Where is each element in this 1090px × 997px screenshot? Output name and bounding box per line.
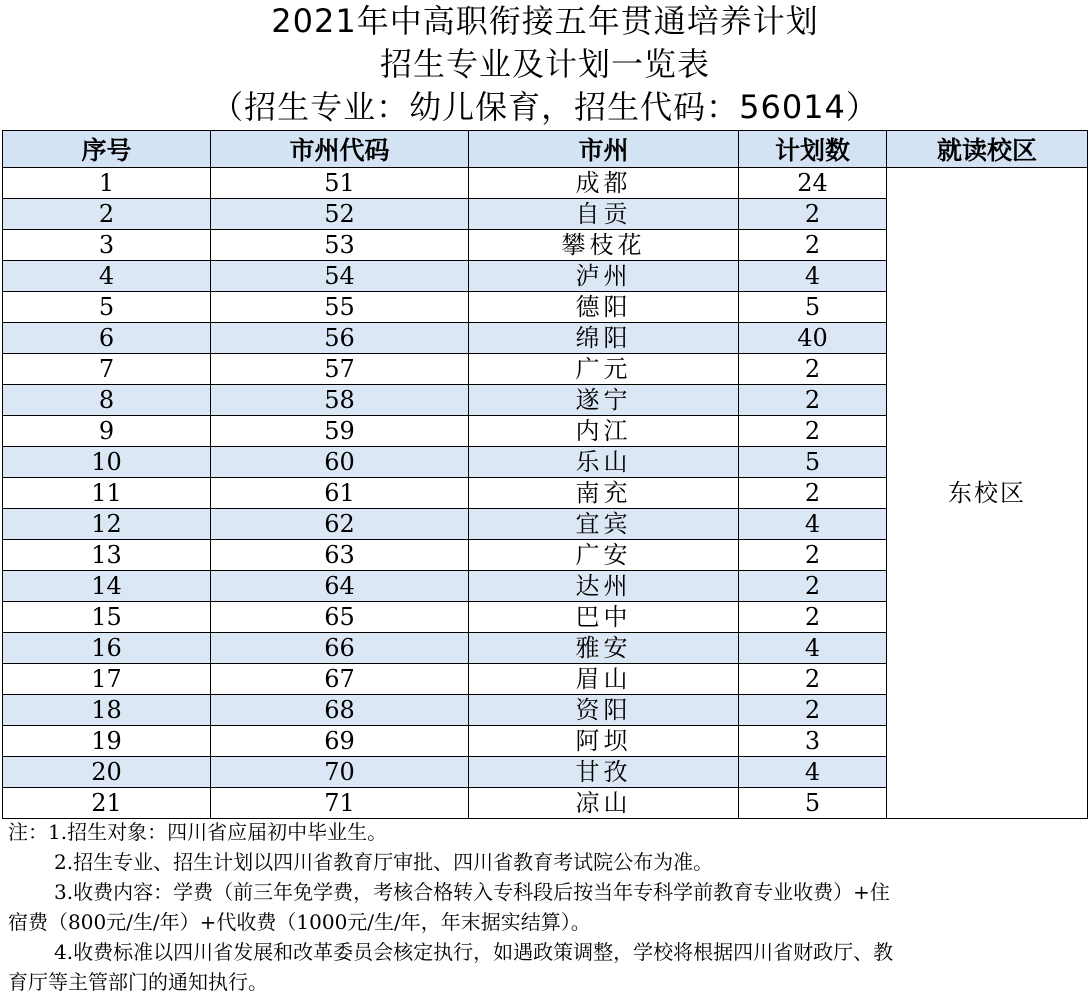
header-serial-number: 序号 <box>3 131 211 168</box>
row-city-name: 广元 <box>469 354 739 385</box>
document-title: 2021年中高职衔接五年贯通培养计划 <box>271 2 819 40</box>
row-serial-number: 17 <box>3 664 211 695</box>
row-city-code: 65 <box>211 602 469 633</box>
notes-section <box>8 817 1084 997</box>
row-city-code: 66 <box>211 633 469 664</box>
row-city-code: 59 <box>211 416 469 447</box>
row-city-code: 60 <box>211 447 469 478</box>
note-2: 2.招生专业、招生计划以四川省教育厅审批、四川省教育考试院公布为准。 <box>54 850 714 874</box>
row-serial-number: 15 <box>3 602 211 633</box>
row-serial-number: 3 <box>3 230 211 261</box>
row-plan-count: 4 <box>739 633 887 664</box>
note-3-line-1: 3.收费内容：学费（前三年免学费，考核合格转入专科段后按当年专科学前教育专业收费）+住 <box>54 880 890 904</box>
row-city-code: 67 <box>211 664 469 695</box>
row-city-code: 63 <box>211 540 469 571</box>
row-city-code: 56 <box>211 323 469 354</box>
row-city-name: 自贡 <box>469 199 739 230</box>
row-city-name: 眉山 <box>469 664 739 695</box>
row-city-name: 达州 <box>469 571 739 602</box>
row-city-code: 70 <box>211 757 469 788</box>
row-city-code: 61 <box>211 478 469 509</box>
campus-cell: 东校区 <box>887 168 1088 819</box>
row-plan-count: 4 <box>739 757 887 788</box>
row-serial-number: 2 <box>3 199 211 230</box>
row-plan-count: 4 <box>739 261 887 292</box>
row-city-name: 阿坝 <box>469 726 739 757</box>
row-serial-number: 18 <box>3 695 211 726</box>
row-city-name: 宜宾 <box>469 509 739 540</box>
row-city-code: 54 <box>211 261 469 292</box>
row-city-code: 51 <box>211 168 469 199</box>
row-serial-number: 4 <box>3 261 211 292</box>
row-serial-number: 11 <box>3 478 211 509</box>
row-plan-count: 2 <box>739 602 887 633</box>
row-plan-count: 2 <box>739 199 887 230</box>
row-serial-number: 13 <box>3 540 211 571</box>
document-subtitle: 招生专业及计划一览表 <box>379 45 710 83</box>
row-plan-count: 2 <box>739 354 887 385</box>
row-plan-count: 2 <box>739 230 887 261</box>
row-city-name: 攀枝花 <box>469 230 739 261</box>
row-city-name: 乐山 <box>469 447 739 478</box>
row-city-code: 64 <box>211 571 469 602</box>
enrollment-plan-table <box>2 130 1088 819</box>
row-plan-count: 2 <box>739 540 887 571</box>
header-city-code: 市州代码 <box>211 131 469 168</box>
row-serial-number: 8 <box>3 385 211 416</box>
row-city-name: 凉山 <box>469 788 739 819</box>
row-city-name: 雅安 <box>469 633 739 664</box>
row-city-name: 成都 <box>469 168 739 199</box>
row-serial-number: 6 <box>3 323 211 354</box>
row-plan-count: 5 <box>739 292 887 323</box>
row-serial-number: 7 <box>3 354 211 385</box>
row-city-code: 52 <box>211 199 469 230</box>
row-plan-count: 2 <box>739 385 887 416</box>
row-serial-number: 10 <box>3 447 211 478</box>
note-1: 注：1.招生对象：四川省应届初中毕业生。 <box>8 820 388 844</box>
row-serial-number: 5 <box>3 292 211 323</box>
major-info: （招生专业：幼儿保育，招生代码：56014） <box>211 88 879 126</box>
row-city-name: 德阳 <box>469 292 739 323</box>
row-plan-count: 2 <box>739 416 887 447</box>
row-plan-count: 2 <box>739 478 887 509</box>
table-header-row <box>3 131 1088 168</box>
row-plan-count: 40 <box>739 323 887 354</box>
row-city-code: 69 <box>211 726 469 757</box>
row-serial-number: 14 <box>3 571 211 602</box>
row-city-name: 甘孜 <box>469 757 739 788</box>
row-serial-number: 9 <box>3 416 211 447</box>
table-row <box>3 168 1088 199</box>
row-serial-number: 12 <box>3 509 211 540</box>
note-4-line-2: 育厅等主管部门的通知执行。 <box>8 970 268 994</box>
header-plan-count: 计划数 <box>739 131 887 168</box>
header-campus: 就读校区 <box>887 131 1088 168</box>
header-city: 市州 <box>469 131 739 168</box>
row-plan-count: 2 <box>739 695 887 726</box>
row-city-code: 68 <box>211 695 469 726</box>
row-city-code: 53 <box>211 230 469 261</box>
row-serial-number: 19 <box>3 726 211 757</box>
row-plan-count: 24 <box>739 168 887 199</box>
row-city-name: 巴中 <box>469 602 739 633</box>
row-city-code: 55 <box>211 292 469 323</box>
row-serial-number: 21 <box>3 788 211 819</box>
row-city-code: 58 <box>211 385 469 416</box>
row-city-code: 71 <box>211 788 469 819</box>
row-city-code: 62 <box>211 509 469 540</box>
row-serial-number: 16 <box>3 633 211 664</box>
note-3-line-2: 宿费（800元/生/年）+代收费（1000元/生/年，年末据实结算）。 <box>8 910 591 934</box>
row-serial-number: 1 <box>3 168 211 199</box>
row-city-name: 绵阳 <box>469 323 739 354</box>
note-4-line-1: 4.收费标准以四川省发展和改革委员会核定执行，如遇政策调整，学校将根据四川省财政厅、教 <box>54 940 894 964</box>
row-city-name: 南充 <box>469 478 739 509</box>
row-plan-count: 5 <box>739 788 887 819</box>
row-city-code: 57 <box>211 354 469 385</box>
row-city-name: 资阳 <box>469 695 739 726</box>
row-city-name: 泸州 <box>469 261 739 292</box>
row-plan-count: 4 <box>739 509 887 540</box>
row-plan-count: 5 <box>739 447 887 478</box>
row-plan-count: 3 <box>739 726 887 757</box>
row-city-name: 广安 <box>469 540 739 571</box>
row-city-name: 遂宁 <box>469 385 739 416</box>
row-serial-number: 20 <box>3 757 211 788</box>
row-plan-count: 2 <box>739 664 887 695</box>
row-city-name: 内江 <box>469 416 739 447</box>
row-plan-count: 2 <box>739 571 887 602</box>
